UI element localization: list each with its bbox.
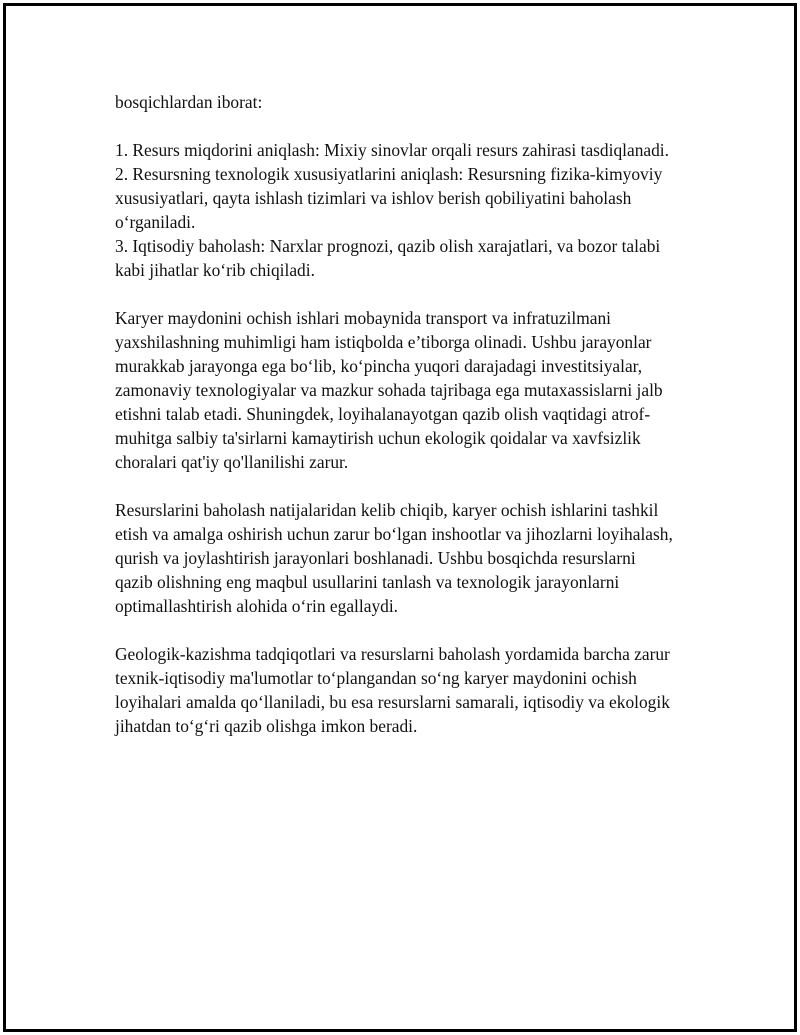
paragraph-transport: Karyer maydonini ochish ishlari mobaynida transport va infratuzilmani yaxshilashning muhimligi ham istiqbolda e’tiborga olinadi. Ushbu jarayonlar murakkab jarayonga ega bo‘lib, ko‘pincha yuqori darajadagi investitsiyalar, zamonaviy texnologiyalar va mazkur sohada tajribaga ega mutaxassislarni jalb etishni talab etadi. Shuningdek, loyihalanayotgan qazib olish vaqtidagi atrof-muhitga salbiy ta'sirlarni kamaytirish uchun ekologik qoidalar va xavfsizlik choralari qat'iy qo'llanilishi zarur.: [115, 308, 663, 472]
step-item-3: 3. Iqtisodiy baholash: Narxlar prognozi, qazib olish xarajatlari, va bozor talabi kabi jihatlar ko‘rib chiqiladi.: [115, 236, 661, 280]
paragraph-conclusion: Geologik-kazishma tadqiqotlari va resurslarni baholash yordamida barcha zarur texnik-iqtisodiy ma'lumotlar to‘plangandan so‘ng karyer maydonini ochish loyihalari amalda qo‘llaniladi, bu esa resurslarni samarali, iqtisodiy va ekologik jihatdan to‘g‘ri qazib olishga imkon beradi.: [115, 644, 670, 736]
step-item-1: 1. Resurs miqdorini aniqlash: Mixiy sinovlar orqali resurs zahirasi tasdiqlanadi.: [115, 140, 669, 160]
spacer: [115, 282, 675, 306]
intro-line: bosqichlardan iborat:: [115, 92, 263, 112]
spacer: [115, 474, 675, 498]
spacer: [115, 618, 675, 642]
document-body: [115, 90, 675, 738]
paragraph-resource-evaluation: Resurslarini baholash natijalaridan kelib chiqib, karyer ochish ishlarini tashkil etish va amalga oshirish uchun zarur bo‘lgan inshootlar va jihozlarni loyihalash, qurish va joylashtirish jarayonlari boshlanadi. Ushbu bosqichda resurslarni qazib olishning eng maqbul usullarini tanlash va texnologik jarayonlarni optimallashtirish alohida o‘rin egallaydi.: [115, 500, 673, 616]
spacer: [115, 114, 675, 138]
step-item-2: 2. Resursning texnologik xususiyatlarini aniqlash: Resursning fizika-kimyoviy xususiyatlari, qayta ishlash tizimlari va ishlov berish qobiliyatini baholash o‘rganiladi.: [115, 164, 663, 232]
